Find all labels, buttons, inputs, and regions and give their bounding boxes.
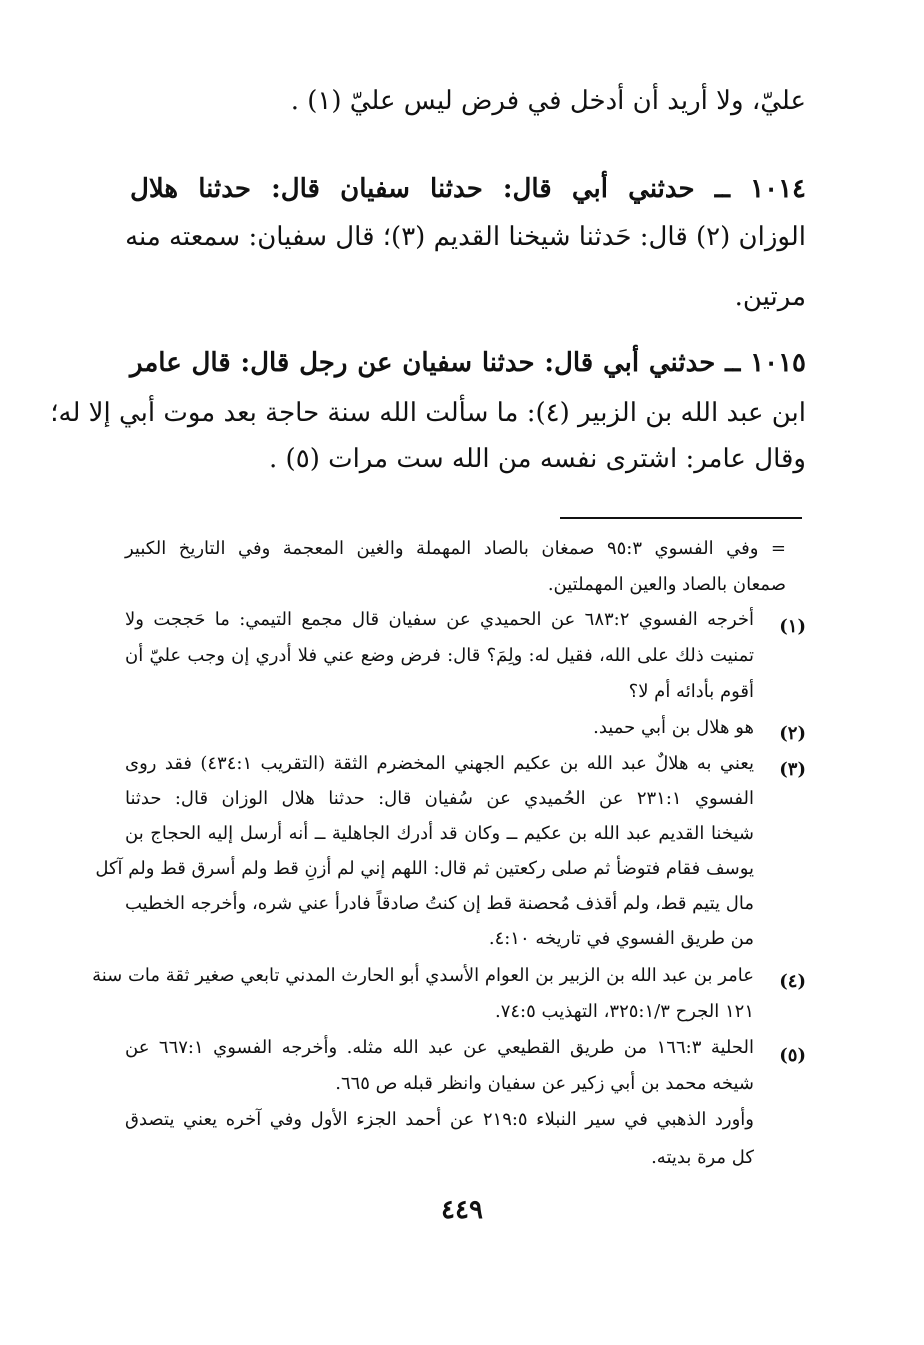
- footnote-1-line-2: تمنيت ذلك على الله، فقيل له: ولِمَ؟ قال: فرض وضع عني فلا أدري إن وجب عليّ أن: [125, 645, 754, 666]
- footnote-4-number: (٤): [779, 971, 806, 992]
- footnote-5-line-1: الحلية ١٦٦:٣ من طريق القطيعي عن عبد الله مثله. وأخرجه الفسوي ٦٦٧:١ عن: [125, 1037, 754, 1058]
- footnote-2-number: (٢): [779, 723, 806, 744]
- entry-1014-line-2: الوزان (٢) قال: حَدثنا شيخنا القديم (٣)؛ قال سفيان: سمعته منه: [125, 222, 806, 252]
- footnote-5-line-2: شيخه محمد بن أبي زكير عن سفيان وانظر قبله ص ٦٦٥.: [335, 1073, 754, 1094]
- footnote-3-line-6: من طريق الفسوي في تاريخه ٤:١٠.: [488, 928, 754, 949]
- footnote-4: [92, 965, 806, 1037]
- entry-1015-line-1: ١٠١٥ ــ حدثني أبي قال: حدثنا سفيان عن رجل قال: قال عامر: [130, 348, 806, 378]
- footnote-1-line-3: أقوم بأدائه أم لا؟: [628, 681, 754, 702]
- footnote-5-line-4: كل مرة بديته.: [651, 1147, 754, 1168]
- footnote-5: [125, 1039, 806, 1179]
- footnote-3-line-3: شيخنا القديم عبد الله بن عكيم ــ وكان قد أدرك الجاهلية ــ أنه أرسل إليه الحجاج بن: [125, 823, 754, 844]
- footnote-continuation-line-1: = وفي الفسوي ٩٥:٣ صمغان بالصاد المهملة والغين المعجمة وفي التاريخ الكبير: [125, 538, 786, 559]
- footnote-3-line-5: مال يتيم قط، ولم أقذف مُحصنة قط إن كنتُ صادقاً فادرأ عني شره، وأخرجه الخطيب: [125, 893, 754, 914]
- footnote-4-line-2: ١٢١ الجرح ٣٢٥:١/٣، التهذيب ٧٤:٥.: [494, 1001, 754, 1022]
- entry-1014-line-1: ١٠١٤ ــ حدثني أبي قال: حدثنا سفيان قال: حدثنا هلال: [130, 174, 806, 204]
- footnote-3: [95, 753, 806, 965]
- entry-1015-line-2: ابن عبد الله بن الزبير (٤): ما سألت الله سنة حاجة بعد موت أبي إلا له؛: [50, 398, 806, 428]
- footnote-divider: [560, 517, 802, 519]
- footnote-1: [125, 611, 806, 721]
- footnote-3-line-1: يعني به هلالٌ عبد الله بن عكيم الجهني المخضرم الثقة (التقريب ٤٣٤:١) فقد روى: [125, 753, 755, 774]
- footnote-1-number: (١): [779, 616, 806, 637]
- footnote-5-line-3: وأورد الذهبي في سير النبلاء ٢١٩:٥ عن أحمد الجزء الأول وفي آخره يعني يتصدق: [125, 1109, 754, 1130]
- footnote-continuation-line-2: صمعان بالصاد والعين المهملتين.: [547, 574, 786, 595]
- footnote-5-number: (٥): [779, 1045, 806, 1066]
- footnote-3-number: (٣): [779, 759, 806, 780]
- footnote-3-line-2: الفسوي ٢٣١:١ عن الحُميدي عن سُفيان قال: حدثنا هلال الوزان قال: حدثنا: [125, 788, 754, 809]
- entry-1014-line-3: مرتين.: [734, 282, 806, 312]
- footnote-1-line-1: أخرجه الفسوي ٦٨٣:٢ عن الحميدي عن سفيان قال مجمع التيمي: ما حَججت ولا: [125, 609, 754, 630]
- footnote-2-line-1: هو هلال بن أبي حميد.: [593, 717, 754, 738]
- footnote-2: [125, 719, 806, 749]
- entry-1015-line-3: وقال عامر: اشترى نفسه من الله ست مرات (٥) .: [269, 444, 806, 474]
- page-number: ٤٤٩: [441, 1195, 483, 1225]
- footnote-4-line-1: عامر بن عبد الله بن الزبير بن العوام الأسدي أبو الحارث المدني تابعي صغير ثقة مات سنة: [92, 965, 754, 986]
- footnote-continuation: [125, 540, 806, 600]
- main-text-line-continuation: عليّ، ولا أريد أن أدخل في فرض ليس عليّ (١) .: [290, 86, 806, 116]
- footnote-3-line-4: يوسف فقام فتوضأ ثم صلى ركعتين ثم قال: اللهم إني لم أزنِ قط ولم أسرق قط ولم آكل: [95, 858, 754, 879]
